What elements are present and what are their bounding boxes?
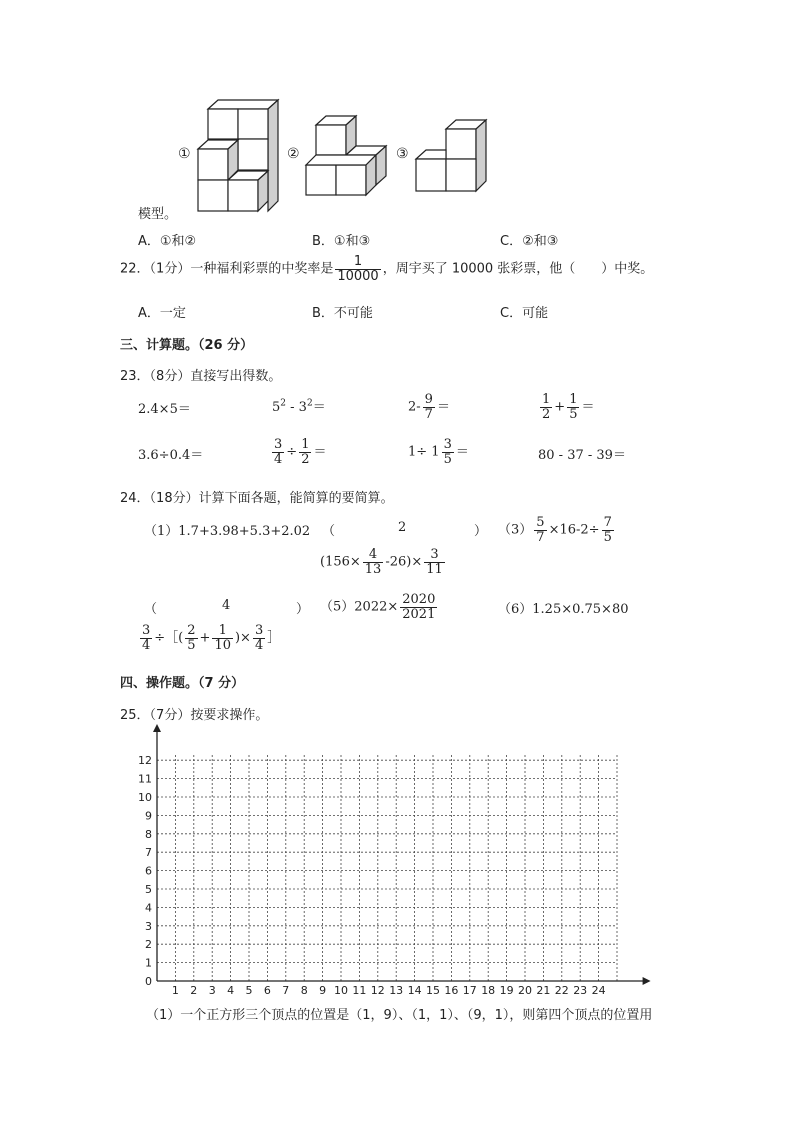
q21-option-a: A．①和② — [138, 234, 197, 249]
x-tick-label: 1 — [171, 984, 179, 997]
x-tick-label: 18 — [481, 984, 496, 997]
y-tick-label: 1 — [145, 956, 152, 970]
y-tick-label: 9 — [145, 809, 152, 823]
x-tick-label: 6 — [263, 984, 271, 997]
q24-part6: （6）1.25×0.75×80 — [498, 602, 629, 617]
x-tick-label: 2 — [190, 984, 198, 997]
q23-r2c4: 80 - 37 - 39＝ — [538, 448, 626, 463]
x-tick-label: 11 — [352, 984, 367, 997]
x-tick-label: 20 — [518, 984, 532, 997]
cube-figures — [170, 95, 500, 220]
y-tick-label: 6 — [145, 864, 152, 878]
x-tick-label: 24 — [591, 984, 606, 997]
q22-option-b: B．不可能 — [312, 306, 373, 321]
section-4-heading: 四、操作题。（7 分） — [120, 676, 245, 691]
x-tick-label: 16 — [444, 984, 459, 997]
q24-part4-num: 4 — [222, 598, 231, 613]
q23-r1c4: $\frac{1}{2}$ + $\frac{1}{5}$ ＝ — [542, 392, 595, 422]
q23-r2c1: 3.6÷0.4＝ — [138, 448, 204, 463]
q23-title: 23．（8分）直接写出得数。 — [120, 369, 282, 384]
q24-title: 24．（18分）计算下面各题，能简算的要简算。 — [120, 491, 394, 506]
q22-fraction: $\frac{1}{10000}$ — [337, 254, 379, 284]
q23-r1c2: $5^2 - 3^2=$ — [272, 398, 326, 415]
y-axis-arrow — [153, 724, 161, 732]
x-tick-label: 3 — [208, 984, 216, 997]
q23-r2c2: $\frac{3}{4}$ ÷ $\frac{1}{2}$ ＝ — [274, 437, 327, 467]
coordinate-grid — [125, 722, 670, 1002]
q22-option-c: C．可能 — [500, 306, 549, 321]
x-tick-label: 19 — [499, 984, 514, 997]
q25-sub1: （1）一个正方形三个顶点的位置是（1，9）、（1，1）、（9，1），则第四个顶点的位置用 — [146, 1008, 653, 1023]
q24-part2-close: ） — [474, 524, 488, 539]
q23-r1c3: 2- $\frac{9}{7}$ ＝ — [408, 392, 450, 422]
y-tick-label: 2 — [145, 938, 152, 952]
x-tick-label: 14 — [407, 984, 422, 997]
q24-part3: （3） $\frac{5}{7}$ ×16-2÷ $\frac{7}{5}$ — [498, 515, 612, 545]
x-tick-label: 21 — [536, 984, 551, 997]
x-tick-label: 4 — [227, 984, 235, 997]
q21-option-c: C．②和③ — [500, 234, 559, 249]
y-tick-label: 12 — [138, 754, 152, 768]
y-tick-label: 5 — [145, 883, 152, 896]
x-tick-label: 22 — [554, 984, 569, 997]
x-axis-arrow — [643, 977, 651, 985]
x-tick-label: 9 — [319, 984, 327, 997]
y-tick-label: 0 — [145, 975, 152, 988]
q22-option-a: A．一定 — [138, 306, 186, 321]
y-tick-label: 8 — [145, 827, 152, 841]
y-tick-label: 7 — [145, 846, 152, 860]
x-tick-label: 5 — [245, 984, 253, 997]
q24-part5: （5）2022× $\frac{2020}{2021}$ — [320, 592, 436, 622]
y-tick-label: 10 — [138, 791, 152, 804]
q23-r2c3: 1÷ 1 $\frac{3}{5}$ ＝ — [408, 437, 469, 467]
q25-title: 25．（7分）按要求操作。 — [120, 708, 269, 723]
x-tick-label: 12 — [370, 984, 385, 997]
figure-marker-1: ① — [178, 146, 191, 162]
q24-part4-expr: $\frac{3}{4}$ ÷［( $\frac{2}{5}$ + $\frac{1}{10}$ )× $\frac{3}{4}$ ］ — [142, 623, 281, 653]
x-tick-label: 17 — [462, 984, 477, 997]
q23-r1c1: 2.4×5＝ — [138, 402, 191, 417]
section-3-heading: 三、计算题。（26 分） — [120, 338, 254, 353]
x-tick-label: 8 — [300, 984, 308, 997]
q24-part2-open: （ — [322, 524, 336, 539]
q24-part1: （1）1.7+3.98+5.3+2.02 — [144, 524, 311, 539]
figure-marker-2: ② — [287, 146, 300, 162]
x-tick-label: 7 — [282, 984, 290, 997]
q24-part4-open: （ — [144, 602, 158, 617]
q21-option-b: B．①和③ — [312, 234, 371, 249]
figure-marker-3: ③ — [396, 146, 409, 162]
q22-question: 22．（1分）一种福利彩票的中奖率是 $\frac{1}{10000}$ ，周宇买了 10000 张彩票，他（ ）中奖。 — [120, 254, 654, 284]
x-tick-label: 10 — [334, 984, 348, 997]
y-tick-label: 3 — [145, 919, 152, 933]
x-tick-label: 13 — [389, 984, 404, 997]
x-tick-label: 15 — [426, 984, 440, 997]
y-tick-label: 11 — [138, 772, 152, 786]
q24-part4-close: ） — [296, 602, 310, 617]
q24-part2-expr: (156× $\frac{4}{13}$ -26)× $\frac{3}{11}$ — [320, 547, 443, 577]
q21-tail: 模型。 — [138, 207, 178, 222]
x-tick-label: 23 — [573, 984, 588, 997]
y-tick-label: 4 — [145, 901, 152, 915]
q24-part2-num: 2 — [398, 520, 407, 535]
